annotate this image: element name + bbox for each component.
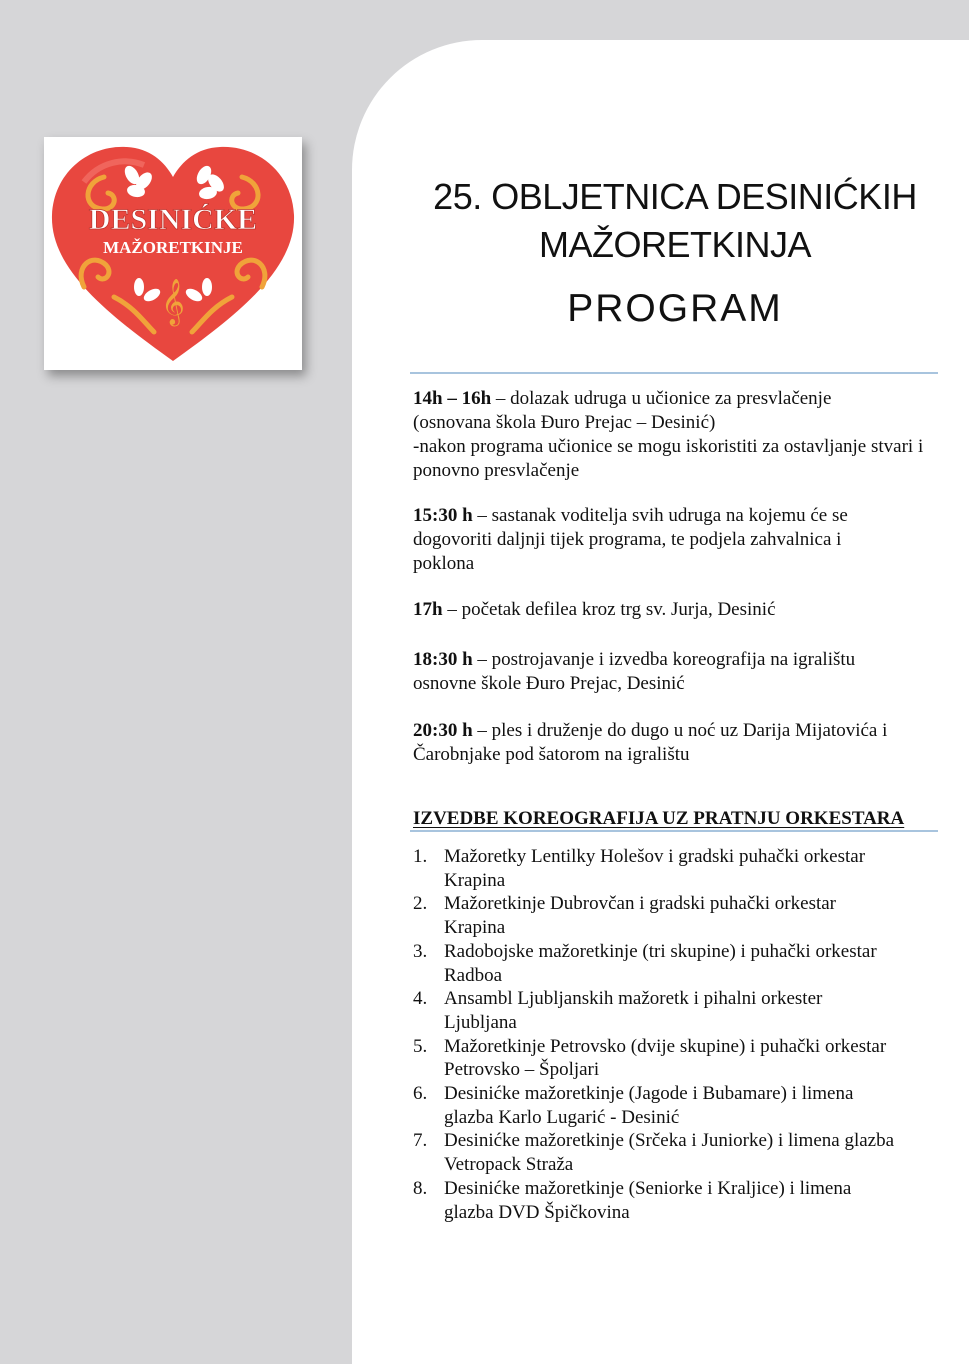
list-item bbox=[413, 1129, 953, 1176]
list-number: 6. bbox=[413, 1083, 428, 1105]
list-text: Mažoretkinje Petrovsko (dvije skupine) i puhački orkestar bbox=[444, 1035, 887, 1057]
schedule-time: 17h bbox=[413, 599, 443, 620]
schedule-time: 15:30 h bbox=[413, 505, 473, 526]
schedule-item bbox=[413, 719, 943, 767]
schedule-time: 20:30 h bbox=[413, 720, 473, 741]
list-text: Krapina bbox=[444, 917, 506, 939]
list-number: 8. bbox=[413, 1177, 428, 1199]
list-text: Radboa bbox=[444, 964, 503, 986]
schedule-item bbox=[413, 387, 943, 483]
schedule-text: poklona bbox=[413, 553, 475, 574]
logo-text-desinicke: DESINIĆKE bbox=[88, 203, 258, 236]
list-item bbox=[413, 987, 953, 1034]
schedule-text: – početak defilea kroz trg sv. Jurja, Desinić bbox=[447, 599, 776, 620]
list-text: Mažoretkinje Dubrovčan i gradski puhački orkestar bbox=[444, 893, 837, 915]
schedule-text: (osnovana škola Đuro Prejac – Desinić) bbox=[413, 412, 716, 433]
list-number: 3. bbox=[413, 940, 428, 962]
page-title-line2: MAŽORETKINJA bbox=[538, 224, 811, 265]
list-text: Petrovsko – Špoljari bbox=[444, 1059, 600, 1081]
list-text: Ljubljana bbox=[444, 1011, 517, 1033]
list-number: 1. bbox=[413, 846, 428, 867]
list-text: glazba Karlo Lugarić - Desinić bbox=[444, 1106, 680, 1128]
section-heading: IZVEDBE KOREOGRAFIJA UZ PRATNJU ORKESTARA bbox=[413, 808, 905, 829]
schedule-text: osnovne škole Đuro Prejac, Desinić bbox=[413, 673, 685, 694]
list-text: Ansambl Ljubljanskih mažoretk i pihalni orkester bbox=[444, 988, 823, 1010]
schedule-item bbox=[413, 648, 943, 696]
list-number: 4. bbox=[413, 988, 428, 1010]
list-text: glazba DVD Špičkovina bbox=[444, 1201, 630, 1223]
schedule-text: – postrojavanje i izvedba koreografija na igralištu bbox=[477, 649, 856, 670]
list-text: Desinićke mažoretkinje (Jagode i Bubamare) i limena bbox=[444, 1083, 854, 1105]
schedule-text: – sastanak voditelja svih udruga na kojemu će se bbox=[477, 505, 848, 526]
list-item bbox=[413, 1177, 953, 1224]
list-item bbox=[413, 892, 953, 939]
list-text: Krapina bbox=[444, 869, 506, 891]
heart-logo bbox=[44, 137, 302, 370]
performance-list bbox=[413, 845, 953, 1224]
page-title-line1: 25. OBLJETNICA DESINIĆKIH bbox=[433, 176, 917, 217]
divider-top bbox=[410, 372, 938, 374]
list-item bbox=[413, 845, 953, 892]
list-text: Mažoretky Lentilky Holešov i gradski puhački orkestar bbox=[444, 846, 866, 867]
divider-section bbox=[410, 830, 938, 832]
list-text: Radobojske mažoretkinje (tri skupine) i puhački orkestar bbox=[444, 940, 877, 962]
schedule-time: 14h – 16h bbox=[413, 388, 492, 409]
list-text: Desinićke mažoretkinje (Srčeka i Juniorke) i limena glazba bbox=[444, 1130, 895, 1152]
list-number: 2. bbox=[413, 893, 428, 915]
schedule-text: – dolazak udruga u učionice za presvlačenje bbox=[495, 388, 832, 409]
logo-text-mazoretkinje: MAŽORETKINJE bbox=[103, 238, 243, 257]
schedule-item bbox=[413, 504, 943, 576]
schedule-text: dogovoriti daljnji tijek programa, te podjela zahvalnica i bbox=[413, 529, 842, 550]
list-text: Desinićke mažoretkinje (Seniorke i Kraljice) i limena bbox=[444, 1177, 852, 1199]
list-text: Vetropack Straža bbox=[444, 1154, 574, 1176]
schedule-text: Čarobnjake pod šatorom na igralištu bbox=[413, 744, 690, 765]
treble-clef-icon: 𝄞 bbox=[161, 279, 185, 325]
list-item bbox=[413, 940, 953, 987]
list-number: 5. bbox=[413, 1035, 428, 1057]
program-heading: PROGRAM bbox=[567, 287, 783, 330]
list-number: 7. bbox=[413, 1130, 428, 1152]
schedule-text: – ples i druženje do dugo u noć uz Darija Mijatovića i bbox=[477, 720, 888, 741]
schedule-text: -nakon programa učionice se mogu iskoristiti za ostavljanje stvari i bbox=[413, 436, 924, 457]
schedule-item bbox=[413, 598, 943, 622]
schedule-time: 18:30 h bbox=[413, 649, 473, 670]
list-item bbox=[413, 1082, 953, 1129]
logo-card bbox=[44, 137, 302, 370]
schedule-text: ponovno presvlačenje bbox=[413, 460, 580, 481]
background-corner bbox=[0, 0, 420, 122]
list-item bbox=[413, 1035, 953, 1082]
